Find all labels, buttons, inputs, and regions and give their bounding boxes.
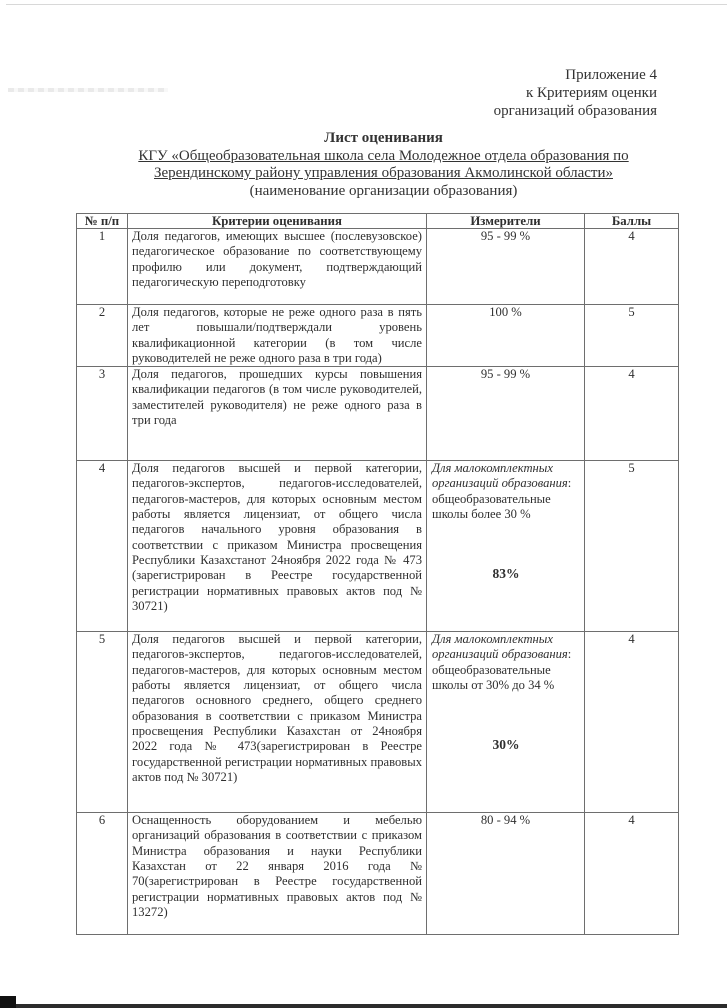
header-criteria: Критерии оценивания xyxy=(128,214,427,229)
appendix-ref-2: организаций образования xyxy=(493,103,657,119)
row-measure xyxy=(427,632,585,813)
row-score: 5 xyxy=(585,305,679,367)
appendix-header xyxy=(494,66,657,120)
row-criteria: Доля педагогов, имеющих высшее (послевузовское) педагогическое образование по соответствующему профилю или документ, подтверждающий педагогическую переподготовку xyxy=(128,229,427,305)
row-num: 1 xyxy=(77,229,128,305)
row-measure: 80 - 94 % xyxy=(427,813,585,935)
table-row xyxy=(77,367,679,461)
table-row xyxy=(77,813,679,935)
row-score: 4 xyxy=(585,367,679,461)
row-criteria: Доля педагогов высшей и первой категории, педагогов-экспертов, педагогов-исследователей, педагогов-мастеров, для которых основным местом работы является лицензиат, от общего числа педагогов начального уровня образования в соответствии с приказом Министра просвещения Республики Казахстанот 24ноября 2022 года № 473 (зарегистрирован в Реестре государственной регистрации нормативных правовых актов под № 30721) xyxy=(128,461,427,632)
row-score: 4 xyxy=(585,813,679,935)
row-criteria: Доля педагогов высшей и первой категории, педагогов-экспертов, педагогов-исследователей, педагогов-мастеров, для которых основным местом работы является лицензиат, от общего числа педагогов основного среднего, общего среднего образования в соответствии с приказом Министра просвещения Республики Казахстан от 24ноября 2022 года № 473(зарегистрирован в Реестре государственной регистрации нормативных правовых актов под № 30721) xyxy=(128,632,427,813)
organization-name-line-1: КГУ «Общеобразовательная школа села Молодежное отдела образования по xyxy=(138,147,629,164)
row-score: 4 xyxy=(585,229,679,305)
table-row xyxy=(77,229,679,305)
header-num: № п/п xyxy=(77,214,128,229)
row-num: 4 xyxy=(77,461,128,632)
measure-note: Для малокомплектных организаций образования xyxy=(432,461,568,491)
organization-name-line-2: Зерендинскому району управления образования Акмолинской области» xyxy=(154,165,613,181)
row-num: 5 xyxy=(77,632,128,813)
row-criteria: Оснащенность оборудованием и мебелью организаций образования в соответствии с приказом Министра образования и науки Республики Казахстан от 22 января 2016 года № 70(зарегистрирован в Реестре государственной регистрации нормативных правовых актов под № 13272) xyxy=(128,813,427,935)
scan-corner xyxy=(0,996,16,1008)
measure-value: 83% xyxy=(492,566,520,582)
row-measure: 95 - 99 % xyxy=(427,367,585,461)
evaluation-table xyxy=(76,213,679,935)
row-num: 3 xyxy=(77,367,128,461)
row-num: 2 xyxy=(77,305,128,367)
row-criteria: Доля педагогов, которые не реже одного раза в пять лет повышали/подтверждали уровень квалификационной категории (в том числе руководителей не реже одного раза в три года) xyxy=(128,305,427,367)
measure-text: : общеобразовательные школы от 30% до 34 % xyxy=(432,647,572,693)
scan-edge-bottom xyxy=(0,1004,727,1008)
header-score: Баллы xyxy=(585,214,679,229)
table-row xyxy=(77,305,679,367)
table-row xyxy=(77,632,679,813)
row-score: 5 xyxy=(585,461,679,632)
measure-note: Для малокомплектных организаций образования xyxy=(432,632,568,662)
row-measure: 95 - 99 % xyxy=(427,229,585,305)
measure-text: : общеобразовательные школы более 30 % xyxy=(432,476,572,522)
row-measure: 100 % xyxy=(427,305,585,367)
row-num: 6 xyxy=(77,813,128,935)
appendix-ref: к Критериям оценки xyxy=(526,85,657,101)
scan-edge-top xyxy=(6,4,727,5)
scan-artifact xyxy=(8,88,168,92)
measure-value: 30% xyxy=(492,737,520,753)
table-row xyxy=(77,461,679,632)
appendix-number: Приложение 4 xyxy=(565,67,657,83)
title-block xyxy=(100,130,667,200)
header-measures: Измерители xyxy=(427,214,585,229)
row-score: 4 xyxy=(585,632,679,813)
row-criteria: Доля педагогов, прошедших курсы повышения квалификации педагогов (в том числе руководителей, заместителей руководителя) не реже одного раза в три года xyxy=(128,367,427,461)
organization-caption: (наименование организации образования) xyxy=(249,182,518,199)
document-title: Лист оценивания xyxy=(324,130,443,146)
row-measure xyxy=(427,461,585,632)
table-header-row xyxy=(77,214,679,229)
